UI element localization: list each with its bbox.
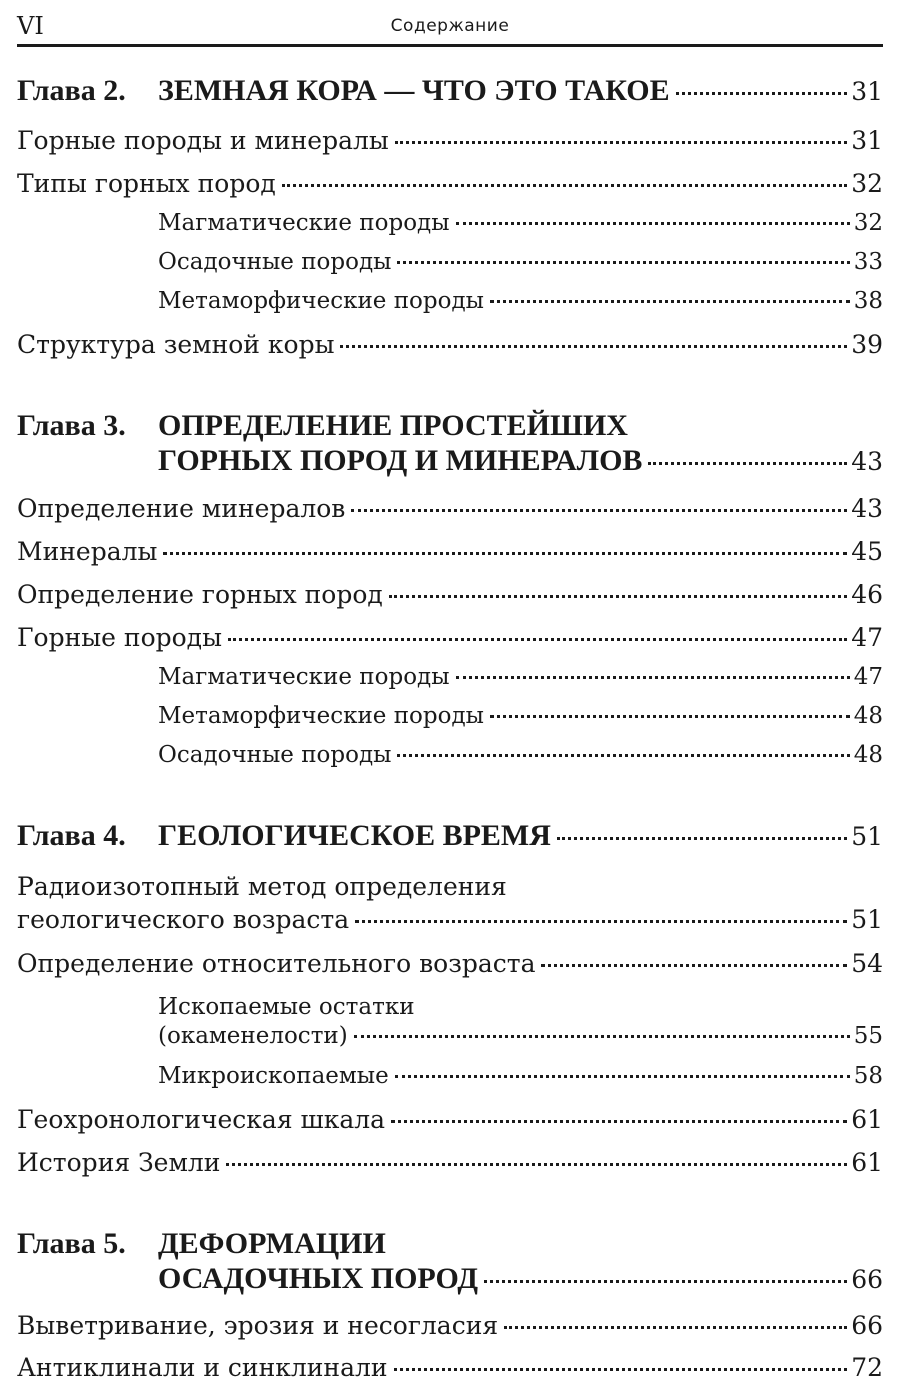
toc-entry[interactable] [17, 126, 883, 166]
dot-leader [395, 1075, 850, 1078]
chapter-title-line2: ГОРНЫХ ПОРОД И МИНЕРАЛОВ [158, 444, 643, 477]
page-ref: 31 [851, 77, 883, 106]
page-ref: 43 [851, 447, 883, 476]
dot-leader [504, 1326, 847, 1329]
dot-leader [354, 1035, 850, 1038]
chapter-title: ЗЕМНАЯ КОРА — ЧТО ЭТО ТАКОЕ [158, 74, 670, 107]
page-ref: 61 [851, 1105, 883, 1134]
toc-entry[interactable] [17, 949, 883, 989]
entry-title: Геохронологическая шкала [17, 1105, 386, 1134]
dot-leader [394, 1368, 848, 1371]
entry-title: Магматические породы [158, 210, 450, 236]
chapter-heading[interactable] [17, 819, 883, 859]
toc-entry[interactable] [17, 330, 883, 370]
chapter-title-line1: ОПРЕДЕЛЕНИЕ ПРОСТЕЙШИХ [158, 409, 628, 442]
entry-title-line2: геологического возраста [17, 905, 350, 934]
entry-title: Определение минералов [17, 494, 346, 523]
entry-title: Выветривание, эрозия и несогласия [17, 1311, 499, 1340]
page-header [17, 6, 883, 47]
entry-title: История Земли [17, 1148, 221, 1177]
chapter-heading-line1[interactable] [17, 409, 628, 443]
page-number: VI [17, 12, 44, 40]
page-ref: 45 [851, 537, 883, 566]
chapter-label: Глава 3. [17, 409, 126, 442]
dot-leader [541, 964, 847, 967]
toc-entry[interactable] [17, 169, 883, 209]
chapter-heading-line2[interactable] [158, 444, 883, 484]
chapter-label: Глава 5. [17, 1227, 126, 1260]
page-ref: 66 [851, 1265, 883, 1294]
dot-leader [282, 184, 847, 187]
dot-leader [397, 261, 849, 264]
page-ref: 61 [851, 1148, 883, 1177]
dot-leader [226, 1163, 847, 1166]
entry-title: Магматические породы [158, 664, 450, 690]
toc-entry[interactable] [17, 1148, 883, 1188]
page-ref: 39 [851, 330, 883, 359]
entry-title: Определение относительного возраста [17, 949, 536, 978]
entry-title: Микроископаемые [158, 1063, 389, 1089]
page-ref: 33 [853, 249, 883, 275]
entry-title-line2: (окаменелости) [158, 1023, 348, 1049]
entry-title: Определение горных пород [17, 580, 383, 609]
page-ref: 54 [851, 949, 883, 978]
dot-leader [490, 300, 850, 303]
dot-leader [351, 509, 847, 512]
entry-title: Горные породы [17, 623, 222, 652]
page-ref: 51 [851, 905, 883, 934]
subentry-title-line1[interactable]: Ископаемые остатки [158, 994, 415, 1020]
chapter-title-line2: ОСАДОЧНЫХ ПОРОД [158, 1262, 479, 1295]
toc-entry[interactable] [17, 1353, 883, 1393]
toc-entry[interactable] [17, 623, 883, 663]
entry-title: Осадочные породы [158, 742, 392, 768]
dot-leader [395, 141, 847, 144]
toc-subentry[interactable] [158, 1023, 883, 1063]
toc-entry[interactable] [17, 494, 883, 534]
chapter-title: ГЕОЛОГИЧЕСКОЕ ВРЕМЯ [158, 819, 551, 852]
toc-subentry[interactable] [158, 210, 883, 250]
dot-leader [456, 676, 850, 679]
page-ref: 55 [853, 1023, 883, 1049]
chapter-heading[interactable] [17, 74, 883, 114]
page-ref: 58 [853, 1063, 883, 1089]
entry-title: Горные породы и минералы [17, 126, 389, 155]
chapter-label: Глава 4. [17, 819, 126, 852]
dot-leader [355, 920, 847, 923]
toc-subentry[interactable] [158, 664, 883, 704]
page-ref: 72 [851, 1353, 883, 1382]
chapter-heading-line1[interactable] [17, 1227, 386, 1261]
toc-entry[interactable] [17, 1311, 883, 1351]
page-ref: 51 [851, 822, 883, 851]
entry-title: Структура земной коры [17, 330, 335, 359]
chapter-title-line1: ДЕФОРМАЦИИ [158, 1227, 386, 1260]
entry-title: Осадочные породы [158, 249, 392, 275]
entry-title-line1[interactable]: Радиоизотопный метод определения [17, 872, 507, 901]
entry-title: Антиклинали и синклинали [17, 1353, 388, 1382]
dot-leader [484, 1280, 847, 1283]
toc-entry[interactable] [17, 537, 883, 577]
entry-title: Метаморфические породы [158, 288, 484, 314]
dot-leader [676, 92, 848, 95]
dot-leader [490, 715, 850, 718]
toc-subentry[interactable] [158, 742, 883, 782]
toc-entry[interactable] [17, 580, 883, 620]
toc-subentry[interactable] [158, 1063, 883, 1103]
dot-leader [456, 222, 850, 225]
toc-subentry[interactable] [158, 288, 883, 328]
toc-entry[interactable] [17, 905, 883, 945]
dot-leader [340, 345, 847, 348]
page-ref: 38 [853, 288, 883, 314]
page-ref: 32 [853, 210, 883, 236]
chapter-label: Глава 2. [17, 74, 126, 107]
running-title: Содержание [390, 16, 510, 36]
page-ref: 48 [853, 703, 883, 729]
entry-title: Метаморфические породы [158, 703, 484, 729]
entry-title: Типы горных пород [17, 169, 276, 198]
page-ref: 47 [851, 623, 883, 652]
dot-leader [557, 837, 847, 840]
chapter-heading-line2[interactable] [158, 1262, 883, 1302]
dot-leader [389, 595, 847, 598]
page-ref: 47 [853, 664, 883, 690]
dot-leader [397, 754, 849, 757]
dot-leader [228, 638, 847, 641]
page-ref: 48 [853, 742, 883, 768]
page-ref: 46 [851, 580, 883, 609]
dot-leader [391, 1120, 847, 1123]
toc-entry[interactable] [17, 1105, 883, 1145]
toc-subentry[interactable] [158, 703, 883, 743]
page-ref: 31 [851, 126, 883, 155]
dot-leader [648, 462, 847, 465]
page-ref: 43 [851, 494, 883, 523]
page-ref: 66 [851, 1311, 883, 1340]
toc-subentry[interactable] [158, 249, 883, 289]
page-ref: 32 [851, 169, 883, 198]
entry-title: Минералы [17, 537, 158, 566]
dot-leader [163, 552, 847, 555]
